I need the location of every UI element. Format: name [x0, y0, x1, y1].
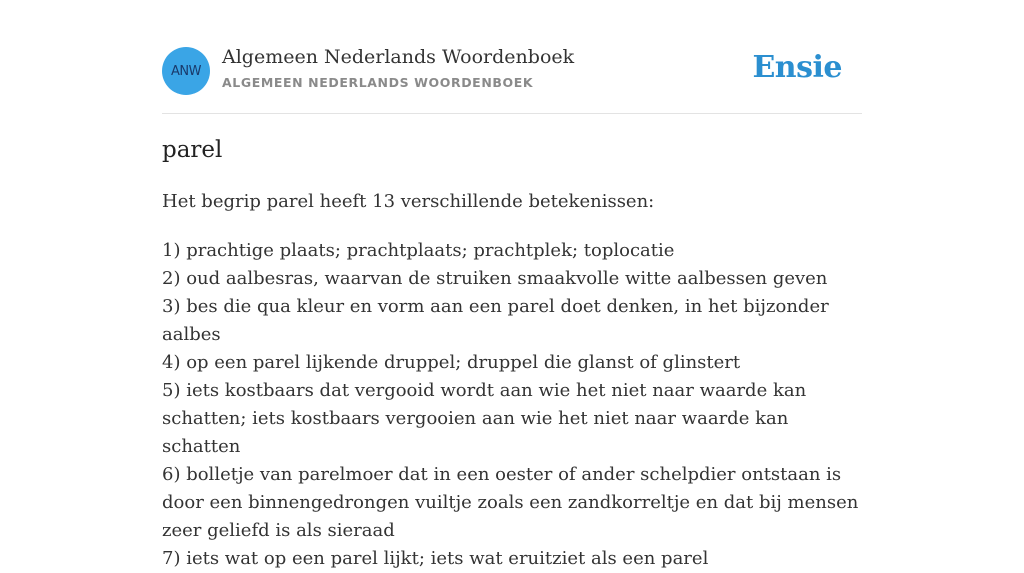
list-item: 4) op een parel lijkende druppel; druppel die glanst of glinstert — [162, 352, 741, 373]
logo-text: ANW — [171, 63, 201, 79]
source-title[interactable]: Algemeen Nederlands Woordenboek — [222, 46, 575, 68]
brand-logo[interactable]: Ensie — [752, 50, 842, 85]
list-item: 7) iets wat op een parel lijkt; iets wat eruitziet als een parel — [162, 548, 709, 569]
list-item: 5) iets kostbaars dat vergooid wordt aan wie het niet naar waarde kan schatten; iets kostbaars vergooien aan wie het niet naar waarde kan schatten — [162, 380, 807, 457]
header-divider — [162, 113, 862, 114]
header — [162, 46, 862, 96]
page-title: parel — [162, 137, 223, 163]
list-item: 2) oud aalbesras, waarvan de struiken smaakvolle witte aalbessen geven — [162, 268, 828, 289]
intro-text: Het begrip parel heeft 13 verschillende betekenissen: — [162, 191, 655, 212]
source-logo[interactable] — [162, 47, 210, 95]
list-item: 3) bes die qua kleur en vorm aan een parel doet denken, in het bijzonder aalbes — [162, 296, 829, 345]
meanings-list — [162, 237, 862, 573]
list-item: 6) bolletje van parelmoer dat in een oester of ander schelpdier ontstaan is door een binnengedrongen vuiltje zoals een zandkorreltje en dat bij mensen zeer geliefd is als sieraad — [162, 464, 859, 541]
source-subtitle: ALGEMEEN NEDERLANDS WOORDENBOEK — [222, 75, 534, 90]
list-item: 1) prachtige plaats; prachtplaats; prachtplek; toplocatie — [162, 240, 675, 261]
